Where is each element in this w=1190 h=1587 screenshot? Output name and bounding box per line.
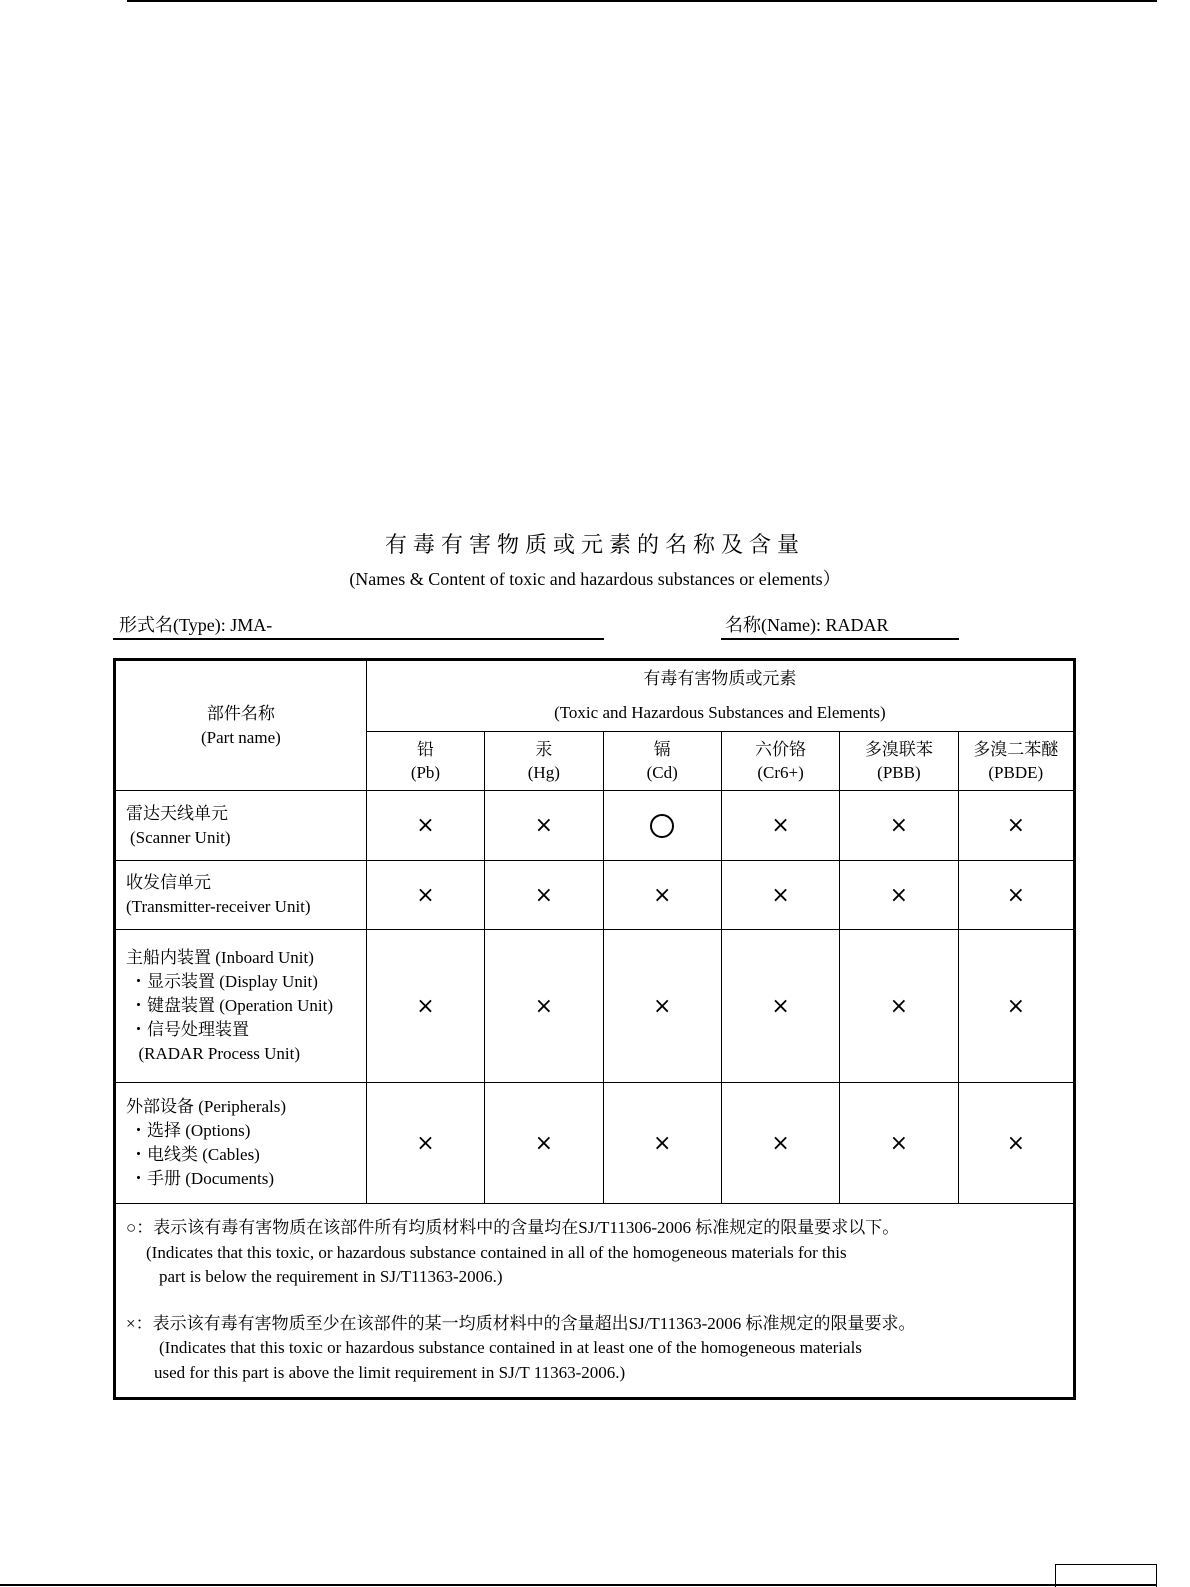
cross-mark: × [771,882,790,908]
part-name-header-cn: 部件名称 [206,703,275,723]
mark-cell [958,791,1074,861]
name-field: 名称(Name): RADAR [721,612,959,640]
part-name-cell [115,791,367,861]
substance-cn: 镉 [653,740,671,759]
part-name-header [115,660,367,791]
mark-cell [721,930,839,1083]
substances-header [366,660,1074,732]
cross-mark: × [1006,1130,1025,1156]
mark-cell [721,791,839,861]
page-number-box [1055,1564,1157,1587]
cross-mark: × [652,882,672,908]
mark-cell [840,791,958,861]
substance-header-pb [366,732,484,791]
circle-note-en-1: (Indicates that this toxic, or hazardous substance contained in all of the homogeneous materials for this [146,1242,847,1262]
part-name-cell [115,930,367,1083]
cross-mark: × [1006,882,1025,908]
substance-symbol: (Pb) [410,763,441,782]
substance-symbol: (PBDE) [988,763,1044,782]
cross-mark: × [889,882,909,908]
cross-mark: × [771,993,790,1019]
part-line: ・电线类 (Cables) [130,1145,260,1164]
mark-cell [958,861,1074,930]
cross-mark: × [416,882,435,908]
substance-header-cd [603,732,721,791]
cross-mark: × [889,1130,909,1156]
part-line: 外部设备 (Peripherals) [126,1097,287,1116]
substance-header-pbde [958,732,1074,791]
cross-note-en-2: used for this part is above the limit requirement in SJ/T 11363-2006.) [154,1362,626,1382]
part-line: 主船内装置 (Inboard Unit) [126,948,314,967]
cross-mark: × [889,813,909,838]
substance-cn: 汞 [535,740,553,759]
substance-header-pbb [840,732,958,791]
mark-cell [366,861,484,930]
substances-header-cn: 有毒有害物质或元素 [643,669,797,688]
cross-note-en-1: (Indicates that this toxic or hazardous substance contained in at least one of the homogeneous materials [159,1338,862,1357]
cross-mark: × [889,993,909,1019]
mark-cell [366,930,484,1083]
mark-cell [485,1083,603,1204]
part-name-cell [115,1083,367,1204]
mark-cell [366,791,484,861]
cross-mark: × [771,813,790,838]
mark-cell [485,930,603,1083]
cross-note-cn: ×：表示该有毒有害物质至少在该部件的某一均质材料中的含量超出SJ/T11363-2006 标准规定的限量要求。 [126,1313,916,1333]
top-rule [127,0,1157,2]
substance-symbol: (Hg) [527,763,560,782]
part-line: ・显示装置 (Display Unit) [130,972,318,991]
hazardous-substances-table [113,658,1076,1400]
mark-cell [840,930,958,1083]
part-name-header-en: (Part name) [201,727,281,747]
mark-cell [366,1083,484,1204]
mark-cell [603,861,721,930]
substance-symbol: (Cd) [646,763,678,782]
cross-mark: × [652,1130,672,1156]
cross-mark: × [1006,813,1025,838]
part-line: ・选择 (Options) [130,1121,251,1140]
cross-mark: × [652,993,672,1019]
substance-header-hg [485,732,603,791]
mark-cell [603,1083,721,1204]
substance-cn: 多溴联苯 [864,740,933,759]
substance-cn: 多溴二苯醚 [973,740,1059,759]
cross-mark: × [534,1130,554,1156]
part-line: ・键盘装置 (Operation Unit) [130,996,334,1015]
cross-mark: × [534,993,554,1019]
cross-mark: × [416,813,435,838]
substance-cn: 铅 [416,740,434,759]
legend-notes [115,1204,1075,1399]
mark-cell [721,1083,839,1204]
table-row [115,861,1075,930]
cross-mark: × [416,1130,435,1156]
circle-note-en-2: part is below the requirement in SJ/T11363-2006.) [159,1267,503,1286]
title-chinese: 有毒有害物质或元素的名称及含量 [384,532,805,557]
title-english: (Names & Content of toxic and hazardous substances or elements） [349,569,841,589]
mark-cell [603,930,721,1083]
mark-cell [958,1083,1074,1204]
mark-cell [840,1083,958,1204]
mark-cell [485,861,603,930]
cross-mark: × [416,993,435,1019]
part-line: (Transmitter-receiver Unit) [126,897,311,916]
cross-mark: × [534,813,554,838]
substance-header-cr6 [721,732,839,791]
type-field: 形式名(Type): JMA- [113,612,604,640]
substances-header-en: (Toxic and Hazardous Substances and Elements) [554,703,886,722]
mark-cell [603,791,721,861]
mark-cell [485,791,603,861]
table-row [115,791,1075,861]
table-row [115,930,1075,1083]
part-line: 收发信单元 [126,873,211,892]
part-line: ・手册 (Documents) [130,1169,275,1188]
mark-cell [721,861,839,930]
part-line: (RADAR Process Unit) [130,1044,300,1063]
substance-cn: 六价铬 [755,740,807,759]
cross-mark: × [1006,993,1025,1019]
substance-symbol: (Cr6+) [757,763,804,782]
part-name-cell [115,861,367,930]
part-line: (Scanner Unit) [130,827,231,847]
mark-cell [840,861,958,930]
mark-cell [958,930,1074,1083]
table-row [115,1083,1075,1204]
circle-note-cn: ○：表示该有毒有害物质在该部件所有均质材料中的含量均在SJ/T11306-2006 标准规定的限量要求以下。 [126,1218,900,1237]
cross-mark: × [534,882,554,908]
substance-symbol: (PBB) [877,763,921,782]
circle-mark-icon [650,814,674,838]
part-line: 雷达天线单元 [126,803,228,823]
bottom-rule [0,1584,1156,1586]
part-line: ・信号处理装置 [130,1020,249,1039]
cross-mark: × [771,1130,790,1156]
